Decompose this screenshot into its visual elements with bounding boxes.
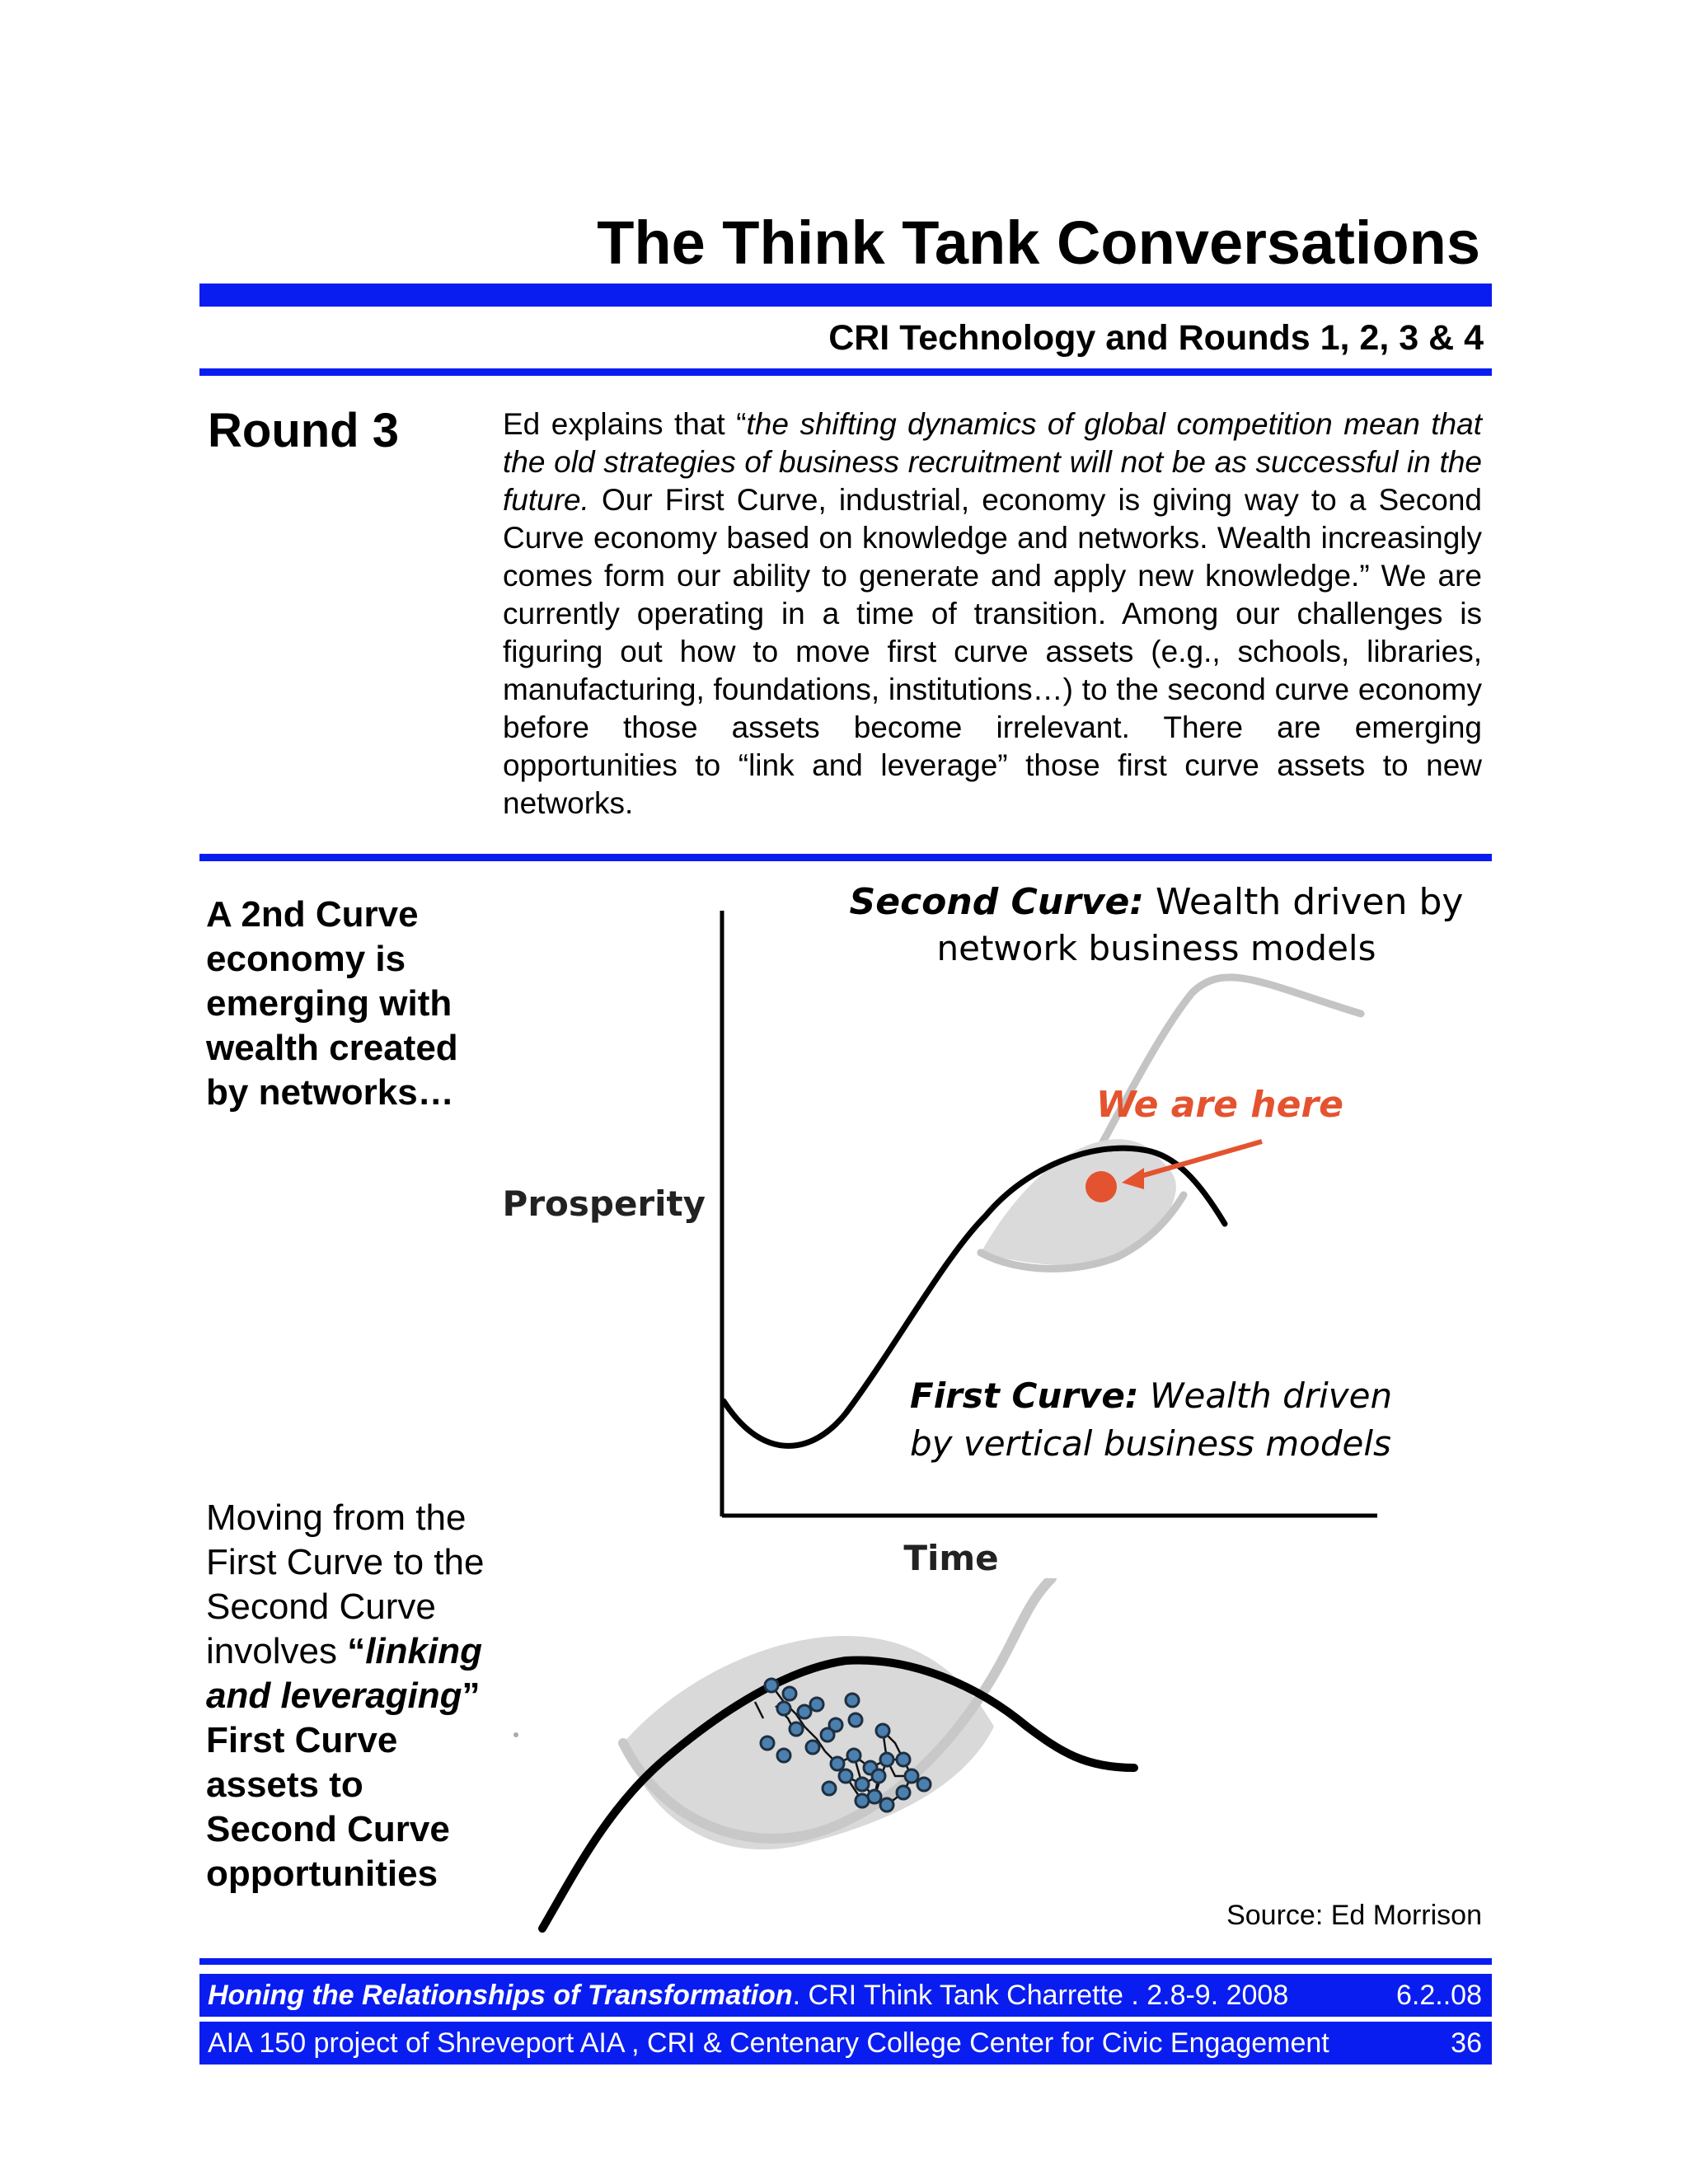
- title-rule: [199, 284, 1492, 307]
- source-credit: Source: Ed Morrison: [1226, 1900, 1482, 1931]
- first-curve-label-line2: by vertical business models: [910, 1423, 1391, 1464]
- we-are-here-label: We are here: [1095, 1084, 1343, 1126]
- footer-line1-left: [208, 1977, 1288, 2013]
- caption2-italic: linking and leveraging: [206, 1631, 482, 1716]
- para-intro: Ed explains that “: [503, 407, 747, 441]
- caption2-part3: First Curve assets to Second Curve opportunities: [206, 1720, 450, 1894]
- footer-event-details: . CRI Think Tank Charrette . 2.8-9. 2008: [792, 1980, 1289, 2011]
- second-curve-label-line2: network business models: [936, 928, 1376, 968]
- footer-line1: [199, 1974, 1492, 2017]
- we-are-here-dot: [1085, 1171, 1117, 1202]
- caption2-part1: Moving from the First Curve to the Second Curve involves: [206, 1497, 485, 1671]
- footer-line2: [199, 2022, 1492, 2064]
- page-number: 36: [1451, 2027, 1482, 2059]
- y-axis-label: Prosperity: [502, 1183, 706, 1224]
- subtitle-rule: [199, 368, 1492, 376]
- inset-speck: [513, 1732, 518, 1737]
- footer-event-title: Honing the Relationships of Transformation: [208, 1980, 793, 2011]
- sidebar-caption-linking: [206, 1496, 503, 1896]
- round-paragraph: [503, 405, 1482, 823]
- para-rest: Our First Curve, industrial, economy is giving way to a Second Curve economy based on knowledge and networks. Wealth increasingly comes form our ability to generate and apply new knowledge.” We are currently operating in a time of transition. Among our challenges is figuring out how to move first curve assets (e.g., schools, libraries, manufacturing, foundations, institutions…) to the second curve economy before those assets become irrelevant. There are emerging opportunities to “link and leverage” those first curve assets to new networks.: [503, 483, 1482, 820]
- sidebar-caption-networks: A 2nd Curve economy is emerging with wealth created by networks…: [206, 894, 458, 1113]
- section-rule: [199, 854, 1492, 861]
- footer-date: 6.2..08: [1396, 1980, 1482, 2011]
- transition-shaded-area: [981, 1139, 1176, 1265]
- para-quote: the shifting dynamics of global competition mean that the old strategies of business recruitment will not be as successful in the future.: [503, 407, 1482, 517]
- caption2-open-quote: “: [347, 1631, 366, 1671]
- footer-rule: [199, 1958, 1492, 1965]
- x-axis-label: Time: [903, 1538, 999, 1578]
- second-curve-label: Second Curve: Wealth driven by: [849, 881, 1464, 923]
- round-heading: Round 3: [208, 404, 399, 457]
- network-inset-diagram: [499, 1578, 1159, 1941]
- first-curve-label: First Curve: Wealth driven: [910, 1376, 1393, 1416]
- page-title: The Think Tank Conversations: [597, 209, 1480, 277]
- footer-project: AIA 150 project of Shreveport AIA , CRI & Centenary College Center for Civic Engagement: [208, 2027, 1329, 2059]
- caption2-close-quote: ”: [462, 1675, 481, 1716]
- page-subtitle: CRI Technology and Rounds 1, 2, 3 & 4: [828, 318, 1484, 358]
